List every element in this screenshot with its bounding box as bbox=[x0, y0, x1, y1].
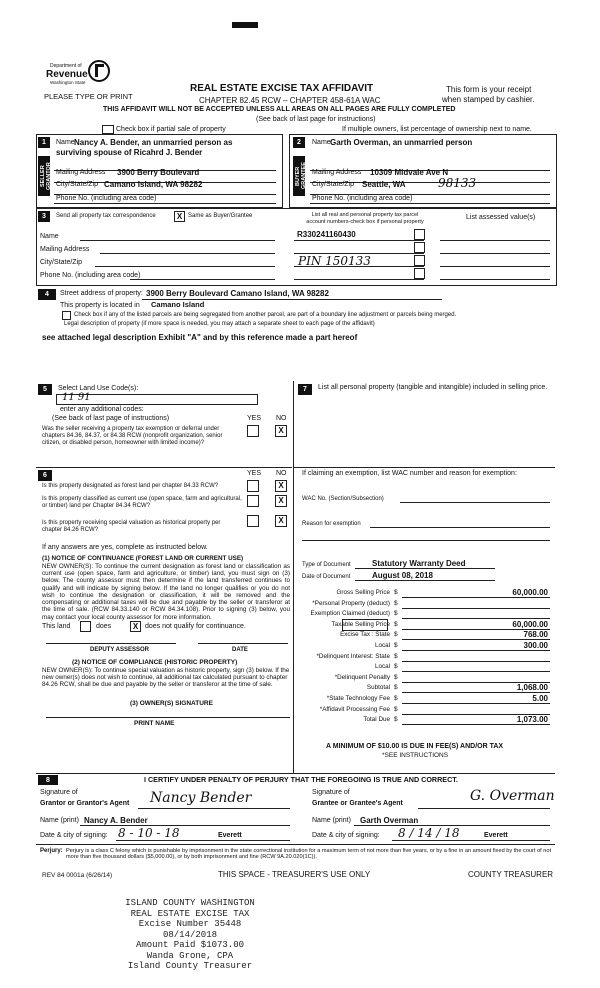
assessor-date-label: DATE bbox=[232, 647, 248, 653]
tax-row-label: Subtotal bbox=[366, 684, 390, 691]
receipt-line1: This form is your receipt bbox=[446, 85, 532, 94]
segregated-label: Check box if any of the listed parcels are being segregated from another parcel, are part of a boundary line adjustment or parcels being merged. bbox=[74, 312, 457, 318]
parcel-header-2: account numbers-check box if personal property bbox=[306, 219, 424, 225]
does-checkbox[interactable] bbox=[80, 621, 91, 632]
land-use-handwritten: 11 91 bbox=[62, 392, 91, 403]
s6-q3: Is this property receiving special valuation as historical property per chapter 84.26 RCW? bbox=[42, 520, 221, 533]
s6-yes-header: YES bbox=[247, 470, 262, 477]
dept-line3: Washington State bbox=[50, 80, 86, 85]
tax-row-line bbox=[402, 692, 550, 693]
deputy-assessor-label: DEPUTY ASSESSOR bbox=[90, 647, 150, 653]
stamp-line: Island County Treasurer bbox=[127, 961, 253, 971]
compliance-title: (2) NOTICE OF COMPLIANCE (HISTORIC PROPERTY) bbox=[72, 659, 238, 666]
exemption-question: If claiming an exemption, list WAC number and reason for exemption: bbox=[302, 470, 517, 477]
tax-row-currency: $ bbox=[394, 642, 398, 649]
multiple-owners-note: If multiple owners, list percentage of ownership next to name. bbox=[342, 126, 532, 133]
s5-see-back: (See back of last page of instructions) bbox=[52, 415, 170, 422]
form-notice: THIS AFFIDAVIT WILL NOT BE ACCEPTED UNLESS ALL AREAS ON ALL PAGES ARE FULLY COMPLETED bbox=[103, 106, 456, 113]
tax-row-value: 60,000.00 bbox=[512, 588, 548, 597]
s3-name-label: Name bbox=[40, 233, 59, 240]
section-6-number: 6 bbox=[38, 470, 52, 481]
stamp-line: Wanda Grone, CPA bbox=[146, 950, 234, 961]
tax-row-currency: $ bbox=[394, 600, 398, 607]
form-chapter: CHAPTER 82.45 RCW – CHAPTER 458-61A WAC bbox=[199, 96, 381, 105]
legal-exhibit: see attached legal description Exhibit "A" and by this reference made a part hereof bbox=[42, 333, 358, 342]
this-land-label: This land bbox=[42, 623, 71, 630]
perjury-label: Perjury: bbox=[40, 848, 63, 854]
s6-if-any: If any answers are yes, complete as instructed below. bbox=[42, 544, 208, 551]
tax-row-label: *Affidavit Processing Fee bbox=[319, 706, 390, 713]
tax-row-line bbox=[402, 618, 550, 619]
seller-side-label: SELLER GRANTOR bbox=[40, 162, 52, 190]
form-title: REAL ESTATE EXCISE TAX AFFIDAVIT bbox=[190, 83, 374, 94]
does-not-checkbox[interactable]: X bbox=[130, 621, 141, 632]
grantor-sig-of: Signature of bbox=[40, 789, 78, 796]
parcel-4-personal-checkbox[interactable] bbox=[414, 268, 425, 279]
tax-row-value: 768.00 bbox=[523, 630, 548, 639]
wac-label: WAC No. (Section/Subsection) bbox=[302, 496, 384, 502]
certify-statement: I CERTIFY UNDER PENALTY OF PERJURY THAT THE FOREGOING IS TRUE AND CORRECT. bbox=[144, 775, 458, 784]
scan-mark bbox=[232, 22, 258, 28]
grantor-signature[interactable]: Nancy Bender bbox=[150, 790, 252, 806]
tax-row-label: Gross Selling Price bbox=[336, 589, 390, 596]
section-5-number: 5 bbox=[38, 384, 52, 395]
tax-row-label: Taxable Selling Price bbox=[331, 621, 390, 628]
s6-q1-no-checkbox[interactable]: X bbox=[275, 480, 287, 492]
s6-q3-yes-checkbox[interactable] bbox=[247, 515, 259, 527]
parcel-number: R330241160430 bbox=[297, 230, 356, 239]
tax-row-line bbox=[402, 724, 550, 725]
compliance-text: NEW OWNER(S): To continue special valuation as historic property, sign (3) below. If the new owner(s) does not wish to continue, all additional tax calculated pursuant to chapter 84.26 RCW, shall be due and payable by the seller or transferor at the time of sale. bbox=[42, 667, 290, 689]
tax-row-line bbox=[402, 703, 550, 704]
section-2-number: 2 bbox=[293, 137, 305, 148]
buyer-name: Garth Overman, an unmarried person bbox=[330, 138, 473, 147]
stamp-line: Amount Paid $1073.00 bbox=[135, 940, 245, 950]
tax-row-label: Local bbox=[374, 642, 390, 649]
s6-q1-yes-checkbox[interactable] bbox=[247, 480, 259, 492]
tax-row-currency: $ bbox=[394, 653, 398, 660]
grantee-date-label: Date & city of signing: bbox=[312, 832, 380, 839]
s3-mailing-label: Mailing Address bbox=[40, 246, 90, 253]
grantor-date-label: Date & city of signing: bbox=[40, 832, 108, 839]
parcel-2-personal-checkbox[interactable] bbox=[414, 242, 425, 253]
grantor-agent-label: Grantor or Grantor's Agent bbox=[40, 800, 130, 807]
grantee-name: Garth Overman bbox=[360, 816, 419, 825]
buyer-mailing: 10309 Midvale Ave N bbox=[370, 168, 449, 177]
s6-q2: Is this property classified as current use (open space, farm and agricultural, or timber) land per Chapter 84.34 RCW? bbox=[42, 496, 242, 509]
see-back: (See back of last page for instructions) bbox=[256, 116, 376, 123]
tax-row-value: 5.00 bbox=[532, 694, 548, 703]
pin-handwritten: PIN 150133 bbox=[298, 254, 371, 268]
tax-row-label: Excise Tax : State bbox=[340, 631, 390, 638]
s6-q2-yes-checkbox[interactable] bbox=[247, 495, 259, 507]
grantor-date-handwritten: 8 - 10 - 18 bbox=[118, 826, 180, 840]
buyer-mailing-label: Mailing Address bbox=[312, 169, 362, 176]
grantee-city: Everett bbox=[484, 832, 508, 839]
tax-row-value: 300.00 bbox=[523, 641, 548, 650]
print-name-label: PRINT NAME bbox=[134, 720, 175, 727]
form-number: REV 84 0001a (6/26/14) bbox=[42, 872, 113, 879]
stamp-line: REAL ESTATE EXCISE TAX bbox=[130, 908, 250, 919]
tax-row-label: Total Due bbox=[363, 716, 390, 723]
tax-row-currency: $ bbox=[394, 663, 398, 670]
tax-row-label: Exemption Claimed (deduct) bbox=[310, 610, 390, 617]
treasurer-stamp bbox=[100, 898, 280, 972]
assessed-header: List assessed value(s) bbox=[466, 214, 536, 221]
buyer-side-label: BUYER GRANTEE bbox=[295, 162, 307, 190]
seller-name-line2: surviving spouse of Ricahrd J. Bender bbox=[56, 148, 203, 157]
located-value: Camano Island bbox=[151, 300, 205, 309]
seller-mailing: 3900 Berry Boulevard bbox=[117, 168, 200, 177]
tax-row-line bbox=[402, 650, 550, 651]
parcel-3-personal-checkbox[interactable] bbox=[414, 255, 425, 266]
section-4-number: 4 bbox=[38, 289, 56, 300]
tax-row-currency: $ bbox=[394, 621, 398, 628]
segregated-checkbox[interactable] bbox=[62, 311, 71, 320]
legal-desc-label: Legal description of property (if more space is needed, you may attach a separate sheet to each page of the affidavit) bbox=[64, 321, 375, 327]
grantee-agent-label: Grantee or Grantee's Agent bbox=[312, 800, 403, 807]
tax-row-line bbox=[402, 597, 550, 598]
same-as-buyer-checkbox[interactable]: X bbox=[174, 211, 185, 222]
seller-city-label: City/State/Zip bbox=[56, 181, 99, 188]
s3-city-label: City/State/Zip bbox=[40, 259, 83, 266]
receipt-line2: when stamped by cashier. bbox=[442, 95, 535, 104]
s5-yes-checkbox[interactable] bbox=[247, 425, 259, 437]
treasurer-space-label: THIS SPACE - TREASURER'S USE ONLY bbox=[218, 870, 371, 879]
buyer-name-label: Name bbox=[312, 139, 331, 146]
stamp-line: Excise Number 35448 bbox=[138, 919, 242, 929]
tax-row-value: 60,000.00 bbox=[512, 620, 548, 629]
section-7-number: 7 bbox=[298, 384, 312, 395]
continuance-title: (1) NOTICE OF CONTINUANCE (FOREST LAND OR CURRENT USE) bbox=[42, 555, 244, 562]
s5-question: Was the seller receiving a property tax exemption or deferral under chapters 84.36, 84.37, or 84.38 RCW (nonprofit organization, senior citizen, or disabled person, homeowner with limited income)? bbox=[42, 426, 223, 446]
dept-line1: Department of bbox=[50, 63, 82, 69]
doc-date-value: August 08, 2018 bbox=[372, 571, 433, 580]
buyer-city-label: City/State/Zip bbox=[312, 181, 355, 188]
s6-q1: Is this property designated as forest land per chapter 84.33 RCW? bbox=[42, 483, 219, 489]
partial-sale-label: Check box if partial sale of property bbox=[116, 126, 226, 133]
section-8-number: 8 bbox=[38, 775, 58, 785]
seller-phone-label: Phone No. (including area code) bbox=[56, 195, 157, 202]
grantee-signature[interactable]: G. Overman bbox=[470, 788, 555, 804]
grantor-city: Everett bbox=[218, 832, 242, 839]
reason-label: Reason for exemption bbox=[302, 521, 361, 527]
tax-row-currency: $ bbox=[394, 716, 398, 723]
tax-row-value: 1,073.00 bbox=[516, 715, 548, 724]
minimum-due-line2: *SEE INSTRUCTIONS bbox=[382, 752, 449, 759]
grantee-name-label: Name (print) bbox=[312, 817, 351, 824]
located-prefix: This property is located in bbox=[60, 302, 140, 309]
dept-line2: Revenue bbox=[46, 69, 88, 80]
buyer-phone-label: Phone No. (including area code) bbox=[312, 195, 413, 202]
tax-row-currency: $ bbox=[394, 631, 398, 638]
seller-city: Camano Island, WA 98282 bbox=[104, 180, 203, 189]
grantee-date-handwritten: 8 / 14 / 18 bbox=[398, 826, 460, 840]
section-3-number: 3 bbox=[38, 211, 50, 222]
grantee-sig-of: Signature of bbox=[312, 789, 350, 796]
tax-row-label: *State Technology Fee bbox=[326, 695, 390, 702]
land-use-label: Select Land Use Code(s): bbox=[58, 385, 139, 392]
grantor-name: Nancy A. Bender bbox=[84, 816, 148, 825]
street-label: Street address of property: bbox=[60, 290, 143, 297]
s6-q2-no-checkbox[interactable]: X bbox=[275, 495, 287, 507]
list-personal-property: List all personal property (tangible and intangible) included in selling price. bbox=[318, 384, 548, 391]
local-tax-rate-field[interactable] bbox=[342, 619, 388, 631]
s5-no-header: NO bbox=[276, 415, 287, 422]
tax-row-line bbox=[402, 661, 550, 662]
tax-row-line bbox=[402, 671, 550, 672]
tax-row-line bbox=[402, 639, 550, 640]
tax-row-value: 1,068.00 bbox=[516, 683, 548, 692]
tax-row-label: *Delinquent Penalty bbox=[334, 674, 390, 681]
parcel-1-personal-checkbox[interactable] bbox=[414, 229, 425, 240]
seller-name-line1: Nancy A. Bender, an unmarried person as bbox=[74, 138, 233, 147]
does-not-label: does not qualify for continuance. bbox=[145, 623, 246, 630]
tax-row-currency: $ bbox=[394, 589, 398, 596]
tax-row-currency: $ bbox=[394, 674, 398, 681]
tax-row-currency: $ bbox=[394, 695, 398, 702]
s3-phone-label: Phone No. (including area code) bbox=[40, 272, 141, 279]
same-as-buyer-label: Same as Buyer/Grantee bbox=[188, 213, 253, 219]
partial-sale-checkbox[interactable] bbox=[102, 125, 114, 134]
minimum-due-line1: A MINIMUM OF $10.00 IS DUE IN FEE(S) AND/OR TAX bbox=[326, 743, 504, 750]
parcel-header-1: List all real and personal property tax parcel bbox=[311, 212, 419, 218]
owner-signature-label: (3) OWNER(S) SIGNATURE bbox=[130, 700, 213, 707]
additional-codes-label: enter any additional codes: bbox=[60, 406, 144, 413]
stamp-line: 08/14/2018 bbox=[162, 929, 217, 940]
tax-row-label: Local bbox=[374, 663, 390, 670]
does-label: does bbox=[96, 623, 112, 630]
perjury-text: Perjury is a class C felony which is punishable by imprisonment in the state correctional institution for a maximum term of not more than five years, or by a fine in an amount fixed by the court of not more than five thousand dollars ($5,000.00), or by both imprisonment and fine (RCW 9A.20.020(1C)). bbox=[66, 848, 552, 861]
s6-no-header: NO bbox=[276, 470, 287, 477]
please-type: PLEASE TYPE OR PRINT bbox=[44, 92, 133, 101]
buyer-zip-handwritten: 98133 bbox=[438, 176, 477, 190]
buyer-city: Seattle, WA bbox=[362, 180, 406, 189]
continuance-text: NEW OWNER(S): To continue the current designation as forest land or classification as current use (open space, farm and agriculture, or timber) land, you must sign on (3) below. The county assessor must then determine if the land transferred continues to qualify and will indicate by signing below. If the land no longer qualifies or you do not wish to continue the designation or classification, it will be removed and the compensating or additional taxes will be due and payable by the seller or transferor at the time of sale. (RCW 84.33.140 or RCW 84.34.108). Prior to signing (3) below, you may contact your local county assessor for more information. bbox=[42, 563, 290, 621]
section-1-number: 1 bbox=[38, 137, 50, 148]
revenue-logo-inner-icon bbox=[95, 64, 104, 77]
tax-row-line bbox=[402, 608, 550, 609]
s6-q3-no-checkbox[interactable]: X bbox=[275, 515, 287, 527]
tax-row-label: *Delinquent Interest: State bbox=[316, 653, 390, 660]
tax-row-label: *Personal Property (deduct) bbox=[312, 600, 390, 607]
seller-name-label: Name bbox=[56, 139, 75, 146]
s5-no-checkbox[interactable]: X bbox=[275, 425, 287, 437]
stamp-line: ISLAND COUNTY WASHINGTON bbox=[125, 898, 255, 908]
doc-type-value: Statutory Warranty Deed bbox=[372, 559, 466, 568]
tax-row-currency: $ bbox=[394, 610, 398, 617]
send-correspondence-label: Send all property tax correspondence bbox=[56, 213, 156, 219]
tax-row-currency: $ bbox=[394, 706, 398, 713]
grantor-name-label: Name (print) bbox=[40, 817, 79, 824]
seller-mailing-label: Mailing Address bbox=[56, 169, 106, 176]
doc-date-label: Date of Document bbox=[302, 574, 351, 580]
doc-type-label: Type of Document bbox=[302, 562, 351, 568]
county-treasurer-label: COUNTY TREASURER bbox=[468, 870, 554, 879]
s5-yes-header: YES bbox=[247, 415, 262, 422]
tax-row-currency: $ bbox=[394, 684, 398, 691]
street-address: 3900 Berry Boulevard Camano Island, WA 98282 bbox=[146, 289, 329, 298]
